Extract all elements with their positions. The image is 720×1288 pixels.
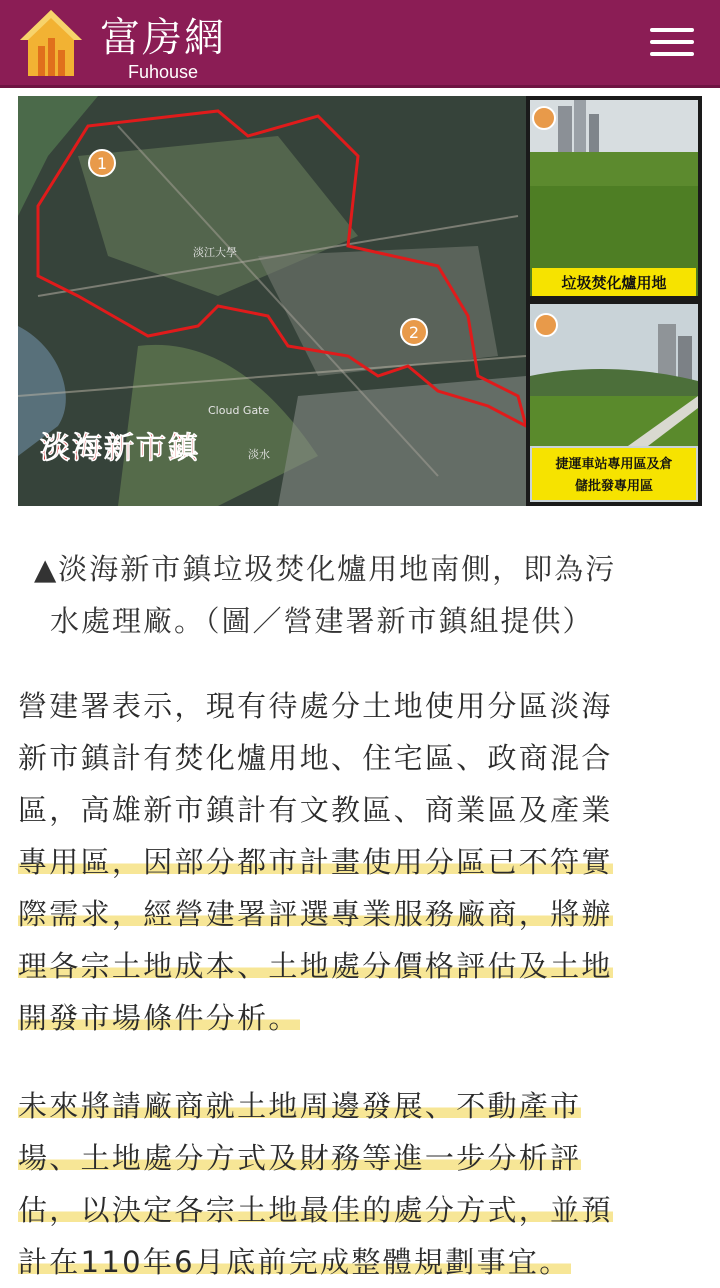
caption-line: 水處理廠。（圖／營建署新市鎮組提供） bbox=[50, 604, 594, 638]
map-marker-2: 2 bbox=[408, 323, 420, 342]
panel2-label-line2: 儲批發專用區 bbox=[574, 479, 654, 494]
hamburger-menu-icon[interactable] bbox=[650, 28, 694, 62]
highlighted-text: 際需求，經營建署評選專業服務廠商，將辦 bbox=[18, 897, 613, 931]
paragraph-line bbox=[18, 1080, 708, 1132]
paragraph-line bbox=[18, 1236, 708, 1288]
highlighted-text: 計在110年6月底前完成整體規劃事宜。 bbox=[18, 1245, 571, 1279]
paragraph-line bbox=[18, 836, 708, 888]
house-logo-icon[interactable] bbox=[16, 6, 86, 80]
paragraph-line bbox=[18, 888, 708, 940]
article-paragraph bbox=[18, 680, 708, 1044]
highlighted-text: 專用區，因部分都市計畫使用分區已不符實 bbox=[18, 845, 613, 879]
highlighted-text: 場、土地處分方式及財務等進一步分析評 bbox=[18, 1141, 582, 1175]
paragraph-line bbox=[18, 940, 708, 992]
paragraph-line: 營建署表示，現有待處分土地使用分區淡海 bbox=[18, 689, 613, 723]
highlighted-text: 理各宗土地成本、土地處分價格評估及土地 bbox=[18, 949, 613, 983]
paragraph-line bbox=[18, 1132, 708, 1184]
map-label-cloudgate: Cloud Gate bbox=[208, 404, 270, 417]
image-caption bbox=[34, 543, 694, 647]
highlighted-text: 開發市場條件分析。 bbox=[18, 1001, 300, 1035]
paragraph-line bbox=[18, 1184, 708, 1236]
article-map-image bbox=[18, 96, 702, 506]
highlighted-text: 未來將請廠商就土地周邊發展、不動產市 bbox=[18, 1089, 582, 1123]
caption-line: ▲淡海新市鎮垃圾焚化爐用地南側，即為污 bbox=[34, 552, 617, 586]
brand-name[interactable]: 富房網 bbox=[100, 15, 226, 61]
map-label-university: 淡江大學 bbox=[193, 246, 237, 259]
site-header bbox=[0, 0, 720, 88]
paragraph-line bbox=[18, 992, 708, 1044]
paragraph-line: 區，高雄新市鎮計有文教區、商業區及產業 bbox=[18, 793, 613, 827]
highlighted-text: 估，以決定各宗土地最佳的處分方式，並預 bbox=[18, 1193, 613, 1227]
map-title: 淡海新市鎮 bbox=[40, 431, 200, 466]
paragraph-line: 新市鎮計有焚化爐用地、住宅區、政商混合 bbox=[18, 741, 613, 775]
map-label-tamsui: 淡水 bbox=[248, 448, 270, 461]
article-paragraph bbox=[18, 1080, 708, 1288]
map-marker-1: 1 bbox=[96, 154, 108, 173]
panel1-label: 垃圾焚化爐用地 bbox=[561, 274, 667, 292]
brand-subtitle: Fuhouse bbox=[128, 62, 199, 82]
panel2-label-line1: 捷運車站專用區及倉 bbox=[555, 457, 673, 472]
